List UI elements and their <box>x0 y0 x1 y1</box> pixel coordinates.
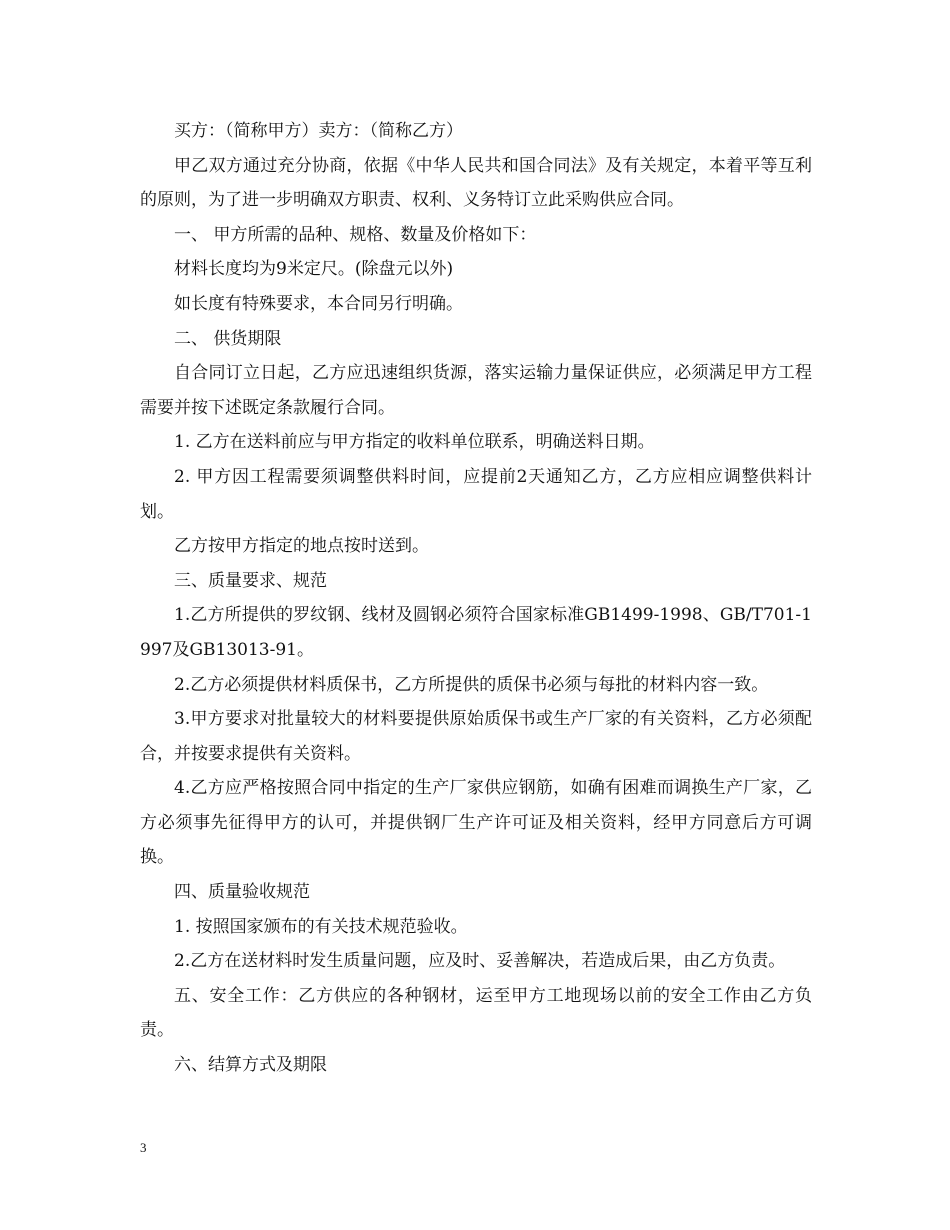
paragraph: 材料长度均为9米定尺。(除盘元以外) <box>174 259 454 280</box>
paragraph: 自合同订立日起，乙方应迅速组织货源，落实运输力量保证供应，必须满足甲方工程需要并按下述既定条款履行合同。 <box>140 363 812 418</box>
list-item: 2. 甲方因工程需要须调整供料时间，应提前2天通知乙方，乙方应相应调整供料计划。 <box>140 466 812 522</box>
list-item: 1. 乙方在送料前应与甲方指定的收料单位联系，明确送料日期。 <box>174 432 655 453</box>
paragraph: 买方：（简称甲方）卖方：（简称乙方） <box>174 121 463 141</box>
section-heading: 一、 甲方所需的品种、规格、数量及价格如下： <box>174 224 537 245</box>
list-item: 1.乙方所提供的罗纹钢、线材及圆钢必须符合国家标准GB1499-1998、GB/T701-1997及GB13013-91。 <box>140 605 812 660</box>
section-heading: 六、结算方式及期限 <box>174 1055 327 1076</box>
page-number: 3 <box>140 1140 147 1155</box>
list-item: 2.乙方必须提供材料质保书，乙方所提供的质保书必须与每批的材料内容一致。 <box>174 674 769 695</box>
list-item: 2.乙方在送材料时发生质量问题，应及时、妥善解决，若造成后果，由乙方负责。 <box>174 951 786 972</box>
section-heading: 三、质量要求、规范 <box>174 570 327 591</box>
paragraph: 如长度有特殊要求，本合同另行明确。 <box>174 293 463 314</box>
paragraph: 甲乙双方通过充分协商，依据《中华人民共和国合同法》及有关规定，本着平等互利的原则，为了进一步明确双方职责、权利、义务特订立此采购供应合同。 <box>140 155 812 211</box>
list-item: 4.乙方应严格按照合同中指定的生产厂家供应钢筋，如确有困难而调换生产厂家，乙方必须事先征得甲方的认可，并提供钢厂生产许可证及相关资料，经甲方同意后方可调换。 <box>140 778 812 868</box>
section-heading: 五、安全工作：乙方供应的各种钢材，运至甲方工地现场以前的安全工作由乙方负责。 <box>140 985 812 1041</box>
list-item: 3.甲方要求对批量较大的材料要提供原始质保书或生产厂家的有关资料，乙方必须配合，并按要求提供有关资料。 <box>140 709 812 764</box>
contract-body <box>140 114 812 1083</box>
list-item: 1. 按照国家颁布的有关技术规范验收。 <box>174 916 468 937</box>
section-heading: 四、质量验收规范 <box>174 882 310 903</box>
section-heading: 二、 供货期限 <box>174 328 282 349</box>
paragraph: 乙方按甲方指定的地点按时送到。 <box>174 536 429 557</box>
